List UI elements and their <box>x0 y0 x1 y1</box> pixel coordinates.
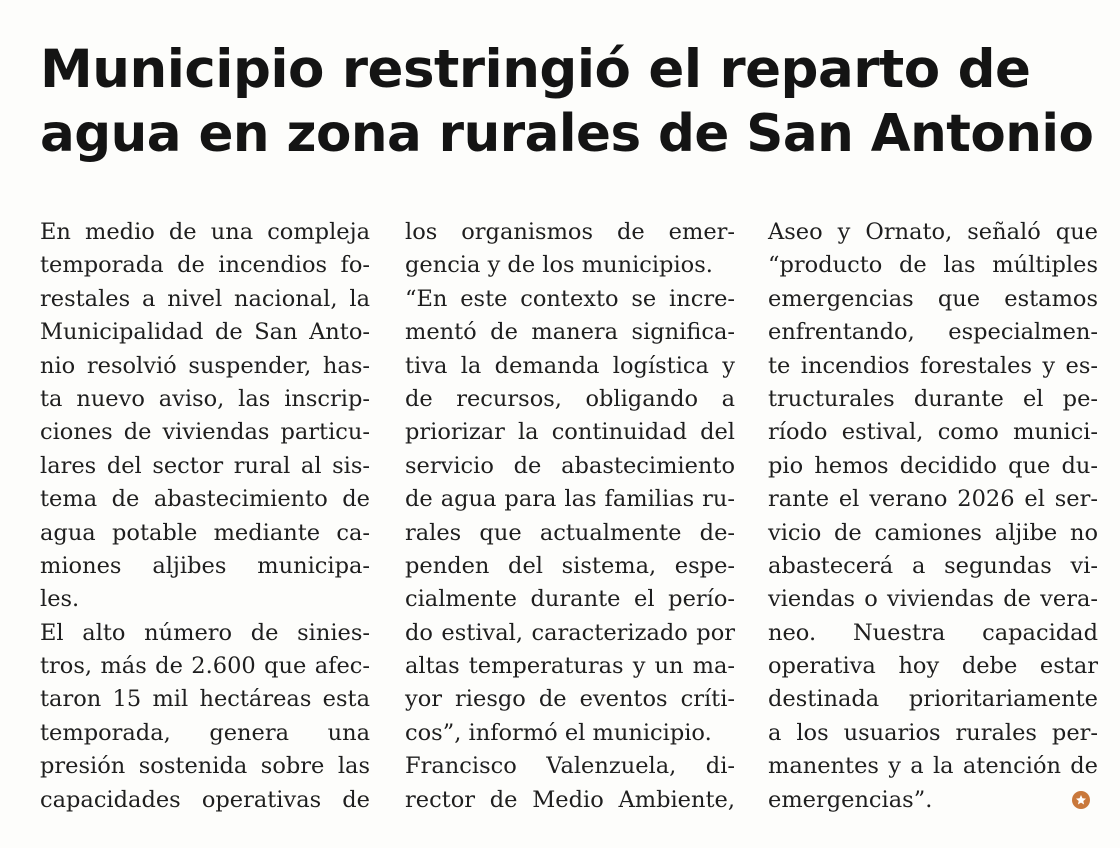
article-text-line: rector de Medio Ambiente, <box>405 786 735 813</box>
article-text-line: priorizar la continuidad del <box>405 419 735 446</box>
article-text-line: mentó de manera significa- <box>405 319 735 346</box>
article-text-line: gencia y de los municipios. <box>405 252 713 279</box>
article-text-line: servicio de abastecimiento <box>405 452 735 479</box>
article-text-line: taron 15 mil hectáreas esta <box>40 686 370 713</box>
article-column-2 <box>405 216 735 817</box>
article-text-line: destinada prioritariamente <box>768 686 1098 713</box>
article-text-line: restales a nivel nacional, la <box>40 285 370 312</box>
article-text-line: los organismos de emer- <box>405 219 735 245</box>
article-text-line: temporada, genera una <box>40 719 370 746</box>
headline-line: agua en zona rurales de San Antonio <box>40 104 1094 164</box>
article-text-line: altas temperaturas y un ma- <box>405 653 735 680</box>
article-text-line: “En este contexto se incre- <box>405 285 735 312</box>
article-text-line: ciones de viviendas particu- <box>40 419 370 446</box>
article-text-line: manentes y a la atención de <box>768 753 1098 780</box>
article-text-line: les. <box>40 586 80 613</box>
article-text-line: En medio de una compleja <box>40 219 370 245</box>
article-text-line: de agua para las familias ru- <box>405 486 735 513</box>
article-text-line: emergencias que estamos <box>768 285 1098 312</box>
article-text-line: ríodo estival, como munici- <box>768 419 1098 446</box>
article-text-line: lares del sector rural al sis- <box>40 452 370 479</box>
article-column-1 <box>40 216 370 817</box>
article-text-line: viendas o viviendas de vera- <box>768 586 1098 613</box>
article-text-line: pio hemos decidido que du- <box>768 452 1098 479</box>
article-text-line: emergencias”. <box>768 786 933 813</box>
article-column-3 <box>768 216 1098 817</box>
article-text-line: temporada de incendios fo- <box>40 252 370 279</box>
article-text-line: nio resolvió suspender, has- <box>40 352 370 379</box>
article-text-line: tema de abastecimiento de <box>40 486 370 513</box>
article-text-line: neo. Nuestra capacidad <box>768 619 1098 646</box>
article-text-line: enfrentando, especialmen- <box>768 319 1098 346</box>
article-text-line: presión sostenida sobre las <box>40 753 370 780</box>
article-text-line: Aseo y Ornato, señaló que <box>768 219 1098 245</box>
article-text-line: agua potable mediante ca- <box>40 519 370 546</box>
article-text-line: Municipalidad de San Anto- <box>40 319 370 346</box>
article-text-line: tructurales durante el pe- <box>768 385 1098 412</box>
article-text-line: abastecerá a segundas vi- <box>768 552 1098 579</box>
article-text-line: ta nuevo aviso, las inscrip- <box>40 385 370 412</box>
article-text-line: do estival, caracterizado por <box>405 619 735 646</box>
article-text-line: yor riesgo de eventos críti- <box>405 686 735 713</box>
article-text-line: tiva la demanda logística y <box>405 352 735 379</box>
article-text-line: de recursos, obligando a <box>405 385 735 412</box>
article-text-line: operativa hoy debe estar <box>768 653 1098 680</box>
article-text-line: vicio de camiones aljibe no <box>768 519 1098 546</box>
article-text-line: a los usuarios rurales per- <box>768 719 1098 746</box>
article-text-line: Francisco Valenzuela, di- <box>405 753 735 780</box>
article-text-line: cialmente durante el perío- <box>405 586 735 613</box>
article-text-line: rales que actualmente de- <box>405 519 735 546</box>
article-text-line: El alto número de sinies- <box>40 619 370 646</box>
article-text-line: tros, más de 2.600 que afec- <box>40 653 370 680</box>
headline-line: Municipio restringió el reparto de <box>40 39 1031 100</box>
article-text-line: capacidades operativas de <box>40 786 370 813</box>
article-text-line: rante el verano 2026 el ser- <box>768 486 1098 513</box>
article-text-line: “producto de las múltiples <box>768 252 1098 279</box>
article-text-line: te incendios forestales y es- <box>768 352 1098 379</box>
headline <box>40 38 1100 166</box>
end-of-article-star-icon <box>1072 791 1090 809</box>
star-icon <box>1075 794 1087 806</box>
article-text-line: cos”, informó el municipio. <box>405 719 712 746</box>
article-text-line: miones aljibes municipa- <box>40 552 370 579</box>
article-text-line: penden del sistema, espe- <box>405 552 735 579</box>
